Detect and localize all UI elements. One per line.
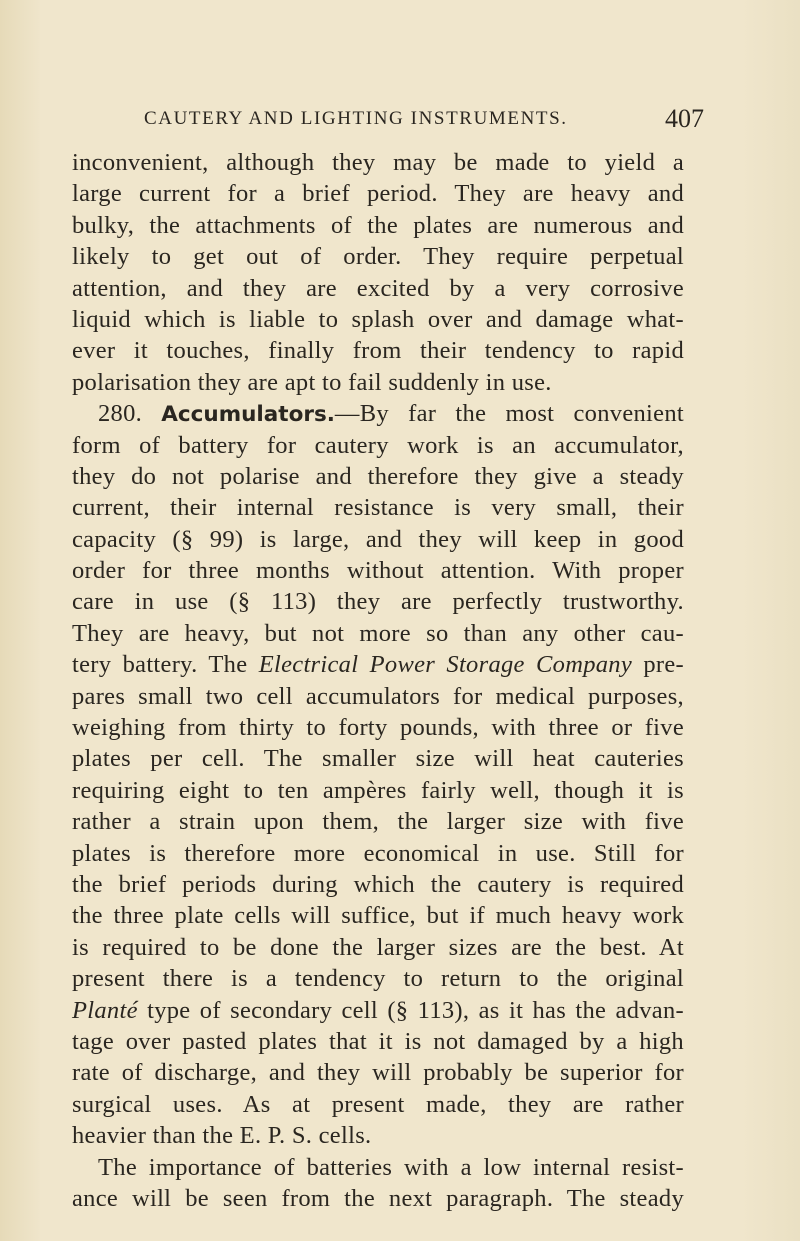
plante-term: Planté [72, 996, 138, 1024]
text-line: rate of discharge, and they will probably be superior for [72, 1059, 684, 1087]
text-line: tage over pasted plates that it is not damaged by a high [72, 1027, 684, 1055]
text-line: bulky, the attachments of the plates are numerous and [72, 211, 684, 239]
text-line: ance will be seen from the next paragraph. The steady [72, 1184, 684, 1212]
text-line: likely to get out of order. They require perpetual [72, 243, 684, 271]
company-name: Electrical Power Storage Company [258, 651, 633, 679]
body-text [72, 147, 684, 1214]
text-line: large current for a brief period. They are heavy and [72, 180, 684, 208]
text-line: the brief periods during which the cautery is required [72, 870, 684, 898]
text-line: present there is a tendency to return to the original [72, 965, 684, 993]
text-run: type of secondary cell (§ 113), as it has the advan- [137, 996, 684, 1024]
text-line: rather a strain upon them, the larger size with five [72, 808, 684, 836]
text-line: form of battery for cautery work is an accumulator, [72, 431, 684, 459]
section-heading: Accumulators. [161, 402, 335, 428]
paragraph-start-line: The importance of batteries with a low internal resist- [98, 1153, 684, 1181]
text-line: plates is therefore more economical in use. Still for [72, 839, 684, 867]
text-line: inconvenient, although they may be made to yield a [72, 149, 684, 176]
text-line: They are heavy, but not more so than any other cau- [72, 619, 684, 647]
text-line: current, their internal resistance is very small, their [72, 494, 684, 522]
text-line: capacity (§ 99) is large, and they will keep in good [72, 525, 684, 553]
text-line: ever it touches, finally from their tendency to rapid [72, 337, 684, 365]
page-edge-shadow-left [0, 0, 40, 1241]
page-edge-shadow-right [740, 0, 800, 1241]
text-line: plates per cell. The smaller size will heat cauteries [72, 745, 684, 773]
text-line: liquid which is liable to splash over and damage what- [72, 305, 684, 333]
text-line: surgical uses. As at present made, they are rather [72, 1090, 684, 1118]
text-run: pre- [632, 651, 684, 679]
text-line: pares small two cell accumulators for medical purposes, [72, 682, 684, 710]
page-number: 407 [665, 104, 704, 133]
running-head: CAUTERY AND LIGHTING INSTRUMENTS. [144, 108, 568, 129]
text-line: is required to be done the larger sizes are the best. At [72, 933, 684, 961]
text-line: they do not polarise and therefore they give a steady [72, 462, 684, 490]
text-line: heavier than the E. P. S. cells. [72, 1122, 372, 1150]
text-line: polarisation they are apt to fail suddenly in use. [72, 368, 552, 396]
text-line: requiring eight to ten ampères fairly well, though it is [72, 776, 684, 804]
section-number: 280. [98, 400, 143, 428]
text-run: tery battery. The [72, 651, 259, 679]
text-line: the three plate cells will suffice, but if much heavy work [72, 902, 684, 930]
section-heading-continuation: —By far the most convenient [334, 400, 684, 428]
text-line: attention, and they are excited by a very corrosive [72, 274, 684, 302]
page-header [144, 104, 714, 138]
section-heading-line [72, 398, 684, 429]
text-line: weighing from thirty to forty pounds, with three or five [72, 714, 684, 742]
text-line: order for three months without attention. With proper [72, 557, 684, 585]
text-line [72, 649, 684, 680]
text-line: care in use (§ 113) they are perfectly trustworthy. [72, 588, 684, 616]
text-line [72, 995, 684, 1026]
